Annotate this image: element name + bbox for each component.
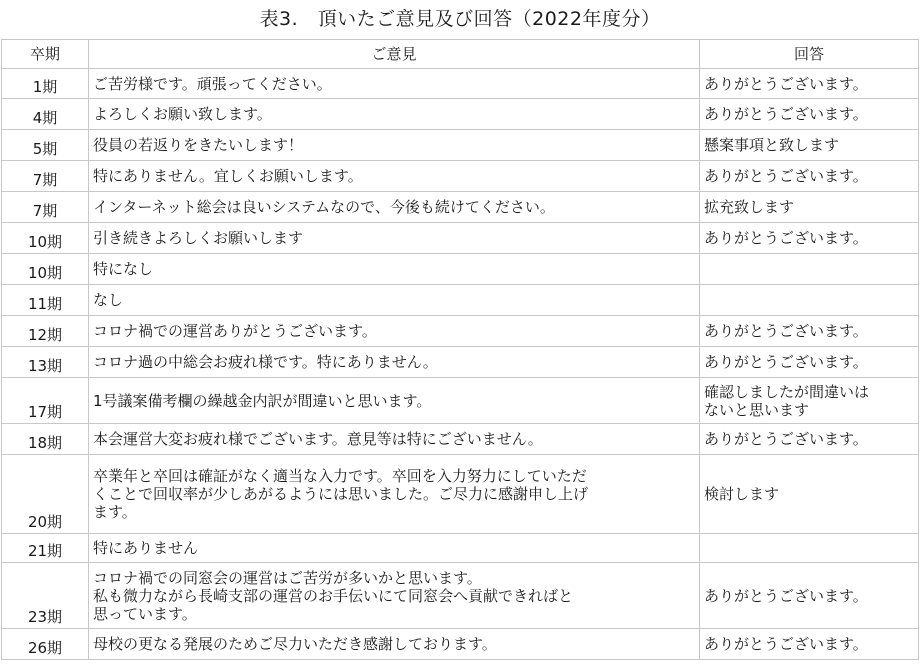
answer-cell: 検討します — [700, 455, 919, 534]
opinion-cell: なし — [89, 285, 700, 316]
table-row — [2, 455, 919, 534]
period-cell: 21期 — [2, 534, 89, 563]
table-row — [2, 424, 919, 455]
table-row — [2, 316, 919, 347]
table-row — [2, 192, 919, 223]
table-body — [2, 69, 919, 660]
opinion-cell: 特にありません — [89, 534, 700, 563]
table-row — [2, 347, 919, 378]
answer-cell: ありがとうございます。 — [700, 316, 919, 347]
table-row — [2, 563, 919, 629]
period-cell: 20期 — [2, 455, 89, 534]
table-row — [2, 130, 919, 161]
answer-cell: 確認しましたが間違いは ないと思います — [700, 378, 919, 424]
opinion-cell: 役員の若返りをきたいします！ — [89, 130, 700, 161]
answer-cell: ありがとうございます。 — [700, 563, 919, 629]
table-title: 表3. 頂いたご意見及び回答（2022年度分） — [259, 8, 661, 30]
period-cell: 13期 — [2, 347, 89, 378]
opinion-cell: コロナ禍での運営ありがとうございます。 — [89, 316, 700, 347]
answer-cell: ありがとうございます。 — [700, 161, 919, 192]
period-cell: 12期 — [2, 316, 89, 347]
opinions-table — [1, 39, 919, 660]
period-cell: 7期 — [2, 192, 89, 223]
opinion-cell: 母校の更なる発展のためご尽力いただき感謝しております。 — [89, 629, 700, 660]
answer-cell: 懸案事項と致します — [700, 130, 919, 161]
header-row — [2, 40, 919, 69]
answer-cell: 拡充致します — [700, 192, 919, 223]
answer-cell: ありがとうございます。 — [700, 629, 919, 660]
period-cell: 17期 — [2, 378, 89, 424]
table-row — [2, 161, 919, 192]
opinion-cell: 引き続きよろしくお願いします — [89, 223, 700, 254]
opinion-cell: よろしくお願い致します。 — [89, 99, 700, 130]
opinion-cell: 卒業年と卒回は確証がなく適当な入力です。卒回を入力努力にしていただ くことで回収率が少しあがるようには思いました。ご尽力に感謝申し上げ ます。 — [89, 455, 700, 534]
period-cell: 5期 — [2, 130, 89, 161]
period-cell: 23期 — [2, 563, 89, 629]
period-cell: 18期 — [2, 424, 89, 455]
answer-cell: ありがとうございます。 — [700, 223, 919, 254]
period-cell: 1期 — [2, 69, 89, 99]
table-row — [2, 534, 919, 563]
table-row — [2, 629, 919, 660]
period-cell: 11期 — [2, 285, 89, 316]
header-period: 卒期 — [2, 40, 89, 69]
answer-cell — [700, 534, 919, 563]
answer-cell: ありがとうございます。 — [700, 69, 919, 99]
header-answer: 回答 — [700, 40, 919, 69]
table-row — [2, 99, 919, 130]
period-cell: 7期 — [2, 161, 89, 192]
answer-cell: ありがとうございます。 — [700, 99, 919, 130]
answer-cell: ありがとうございます。 — [700, 347, 919, 378]
table-row — [2, 69, 919, 99]
table-row — [2, 285, 919, 316]
table-row — [2, 223, 919, 254]
table-row — [2, 378, 919, 424]
opinion-cell: インターネット総会は良いシステムなので、今後も続けてください。 — [89, 192, 700, 223]
header-opinion: ご意見 — [89, 40, 700, 69]
answer-cell — [700, 285, 919, 316]
period-cell: 26期 — [2, 629, 89, 660]
opinion-cell: コロナ過の中総会お疲れ様です。特にありません。 — [89, 347, 700, 378]
answer-cell — [700, 254, 919, 285]
opinion-cell: コロナ禍での同窓会の運営はご苦労が多いかと思います。 私も微力ながら長崎支部の運営のお手伝いにて同窓会へ貢献できればと 思っています。 — [89, 563, 700, 629]
table-row — [2, 254, 919, 285]
opinion-cell: 特になし — [89, 254, 700, 285]
opinion-cell: ご苦労様です。頑張ってください。 — [89, 69, 700, 99]
answer-cell: ありがとうございます。 — [700, 424, 919, 455]
opinion-cell: 1号議案備考欄の繰越金内訳が間違いと思います。 — [89, 378, 700, 424]
period-cell: 4期 — [2, 99, 89, 130]
opinion-cell: 特にありません。宜しくお願いします。 — [89, 161, 700, 192]
opinion-cell: 本会運営大変お疲れ様でございます。意見等は特にございません。 — [89, 424, 700, 455]
period-cell: 10期 — [2, 254, 89, 285]
period-cell: 10期 — [2, 223, 89, 254]
